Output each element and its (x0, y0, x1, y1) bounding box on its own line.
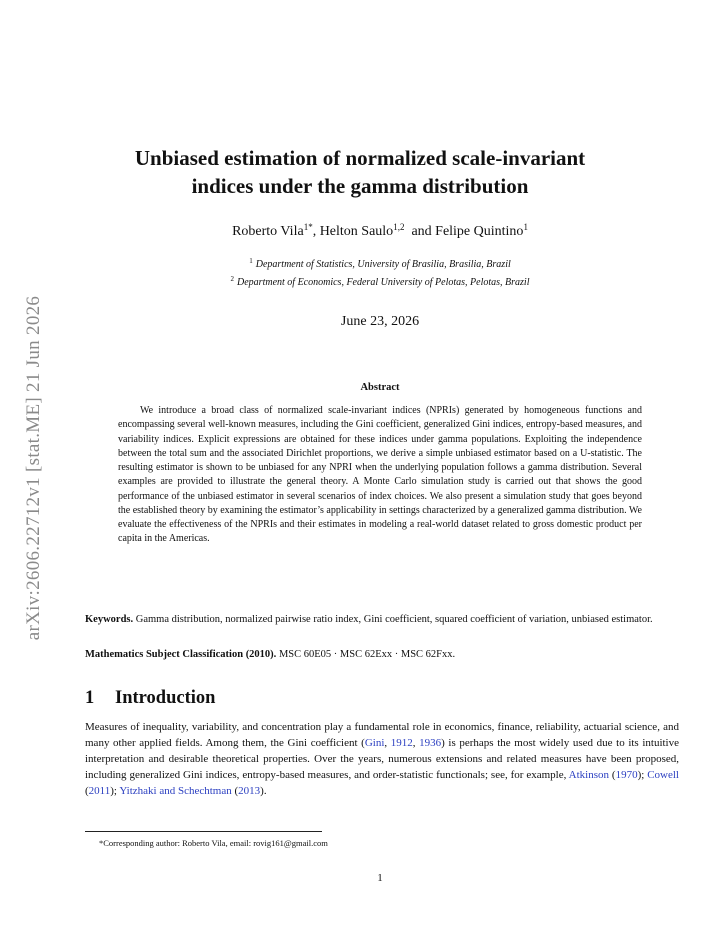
citation-link[interactable]: 1936 (419, 737, 442, 749)
author-separator: and (404, 224, 436, 239)
author-name: Felipe Quintino (435, 224, 524, 239)
keywords-label: Keywords. (85, 614, 134, 625)
paper-title-line-2: indices under the gamma distribution (191, 174, 529, 198)
paper-title (0, 144, 720, 200)
abstract-heading: Abstract (360, 382, 400, 393)
msc-label: Mathematics Subject Classification (2010). (85, 649, 277, 660)
intro-text: ). (260, 785, 267, 797)
section-number: 1 (85, 688, 95, 708)
intro-text: ( (609, 769, 616, 781)
citation-link[interactable]: Cowell (647, 769, 679, 781)
keywords (85, 613, 679, 628)
intro-text: , (412, 737, 420, 749)
intro-text: ); (110, 785, 120, 797)
citation-link[interactable]: 2011 (88, 785, 111, 797)
author-affiliation-mark: 1,2 (393, 222, 405, 232)
footnote-divider (85, 831, 322, 832)
affiliation-text: Department of Economics, Federal University of Pelotas, Pelotas, Brazil (237, 277, 530, 288)
footnote: *Corresponding author: Roberto Vila, email: rovig161@gmail.com (99, 838, 328, 848)
affiliation-text: Department of Statistics, University of Brasilia, Brasilia, Brazil (255, 259, 511, 270)
citation-link[interactable]: 1912 (390, 737, 413, 749)
author-list (0, 222, 720, 240)
keywords-text: Gamma distribution, normalized pairwise ratio index, Gini coefficient, squared coefficient of variation, unbiased estimator. (133, 614, 653, 625)
citation-link[interactable]: 2013 (238, 785, 261, 797)
intro-text: ); (637, 769, 648, 781)
intro-text: Measures of inequality, variability, and concentration play a fundamental role in economics, finance, reliability, actuarial science, and many other applied fields. Among them, the Gini coefficient ( (85, 721, 679, 749)
intro-text: , (384, 737, 391, 749)
citation-link[interactable]: Gini (364, 737, 385, 749)
paper-title-line-1: Unbiased estimation of normalized scale-invariant (134, 146, 586, 170)
author-name: Roberto Vila (232, 224, 304, 239)
publication-date: June 23, 2026 (340, 314, 420, 329)
author-name: Helton Saulo (319, 224, 394, 239)
page-number: 1 (377, 872, 383, 884)
affiliation-item (0, 272, 720, 290)
abstract-text: We introduce a broad class of normalized scale-invariant indices (NPRIs) generated by homogeneous functions and encompassing several well-known measures, including the Gini coefficient, generalized Gini indices, entropy-based measures, and variability indices. Explicit expressions are obtained for these indices under gamma populations. Exploiting the independence between the total sum and the associated Dirichlet proportions, we derive a simple unbiased estimator based on a U-statistic. The resulting estimator is shown to be unbiased for any NPRI when the underlying population follows a gamma distribution. Several examples are provided to illustrate the general theory. A Monte Carlo simulation study is carried out that shows the good performance of the unbiased estimator in several scenarios of index choices. We also present a simulation study that goes beyond the established theory by examining the estimator’s applicability in settings characterized by a generalized gamma distribution. We evaluate the effectiveness of the NPRIs and their estimates in modeling a real-world dataset related to gross domestic product per capita in the Americas. (118, 405, 642, 545)
affiliation-mark: 1 (249, 257, 253, 265)
author-affiliation-mark: 1 (523, 222, 528, 232)
intro-text: ( (231, 785, 239, 797)
section-heading (85, 688, 215, 709)
citation-link[interactable]: Yitzhaki and Schechtman (119, 785, 232, 797)
affiliation-item (0, 254, 720, 272)
intro-text: ) is perhaps the most widely used due to its intuitive interpretation and desirable theoretical properties. Over the years, numerous extensions and related measures have been proposed, including generalized Gini indices, entropy-based measures, and order-statistic functionals; see, for example, (85, 737, 679, 781)
affiliation-mark: 2 (230, 275, 235, 283)
msc-text: MSC 60E05 · MSC 62Exx · MSC 62Fxx. (276, 649, 456, 660)
intro-paragraph (85, 719, 679, 799)
intro-text: ( (85, 785, 89, 797)
arxiv-identifier-text: arXiv:2606.22712v1 [stat.ME] 21 Jun 2026 (23, 295, 45, 641)
section-title: Introduction (115, 688, 216, 708)
affiliation-list (0, 254, 720, 290)
author-affiliation-mark: 1* (303, 222, 313, 232)
msc-classification (85, 648, 679, 663)
citation-link[interactable]: Atkinson (568, 769, 609, 781)
citation-link[interactable]: 1970 (615, 769, 638, 781)
author-separator: , (312, 224, 320, 239)
